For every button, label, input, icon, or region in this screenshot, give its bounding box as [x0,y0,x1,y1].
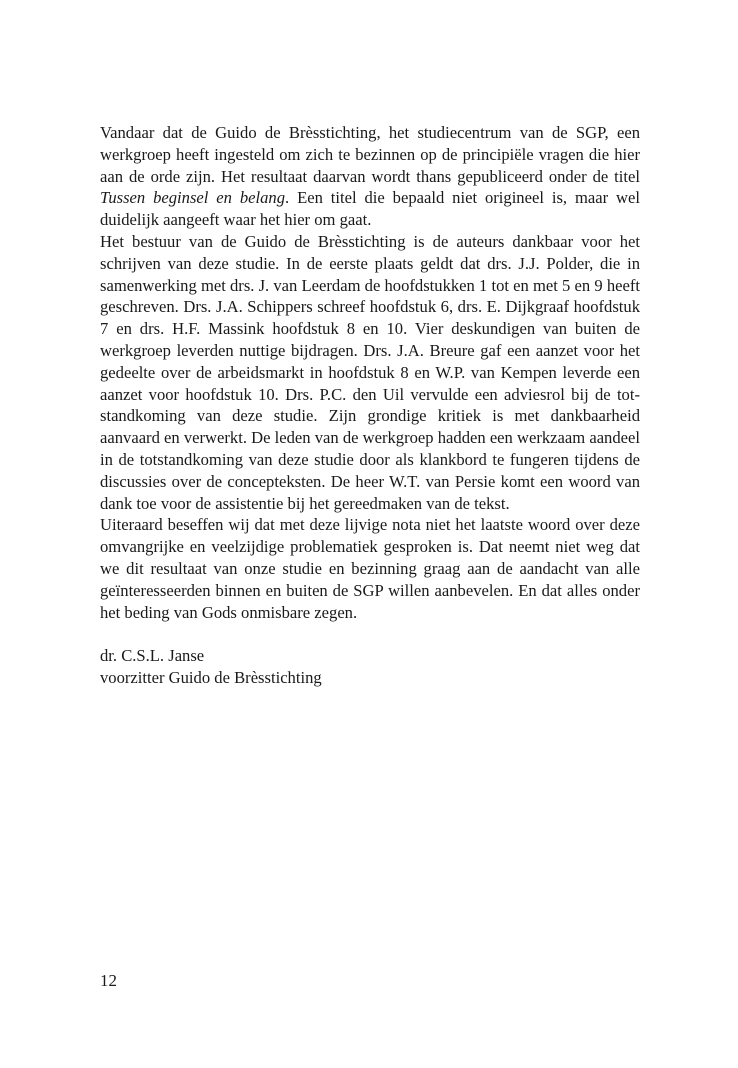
paragraph-2: Het bestuur van de Guido de Brèsstichting is de auteurs dankbaar voor het schrijven van deze studie. In de eerste plaats geldt dat drs. J.J. Polder, die in samenwerking met drs. J. van Leerdam de hoofdstukken 1 tot en met 5 en 9 heeft geschreven. Drs. J.A. Schippers schreef hoofdstuk 6, drs. E. Dijkgraaf hoofdstuk 7 en drs. H.F. Massink hoofdstuk 8 en 10. Vier deskundigen van buiten de werkgroep leverden nuttige bijdragen. Drs. J.A. Breure gaf een aanzet voor het gedeelte over de arbeidsmarkt in hoofdstuk 8 en W.P. van Kempen leverde een aanzet voor hoofdstuk 10. Drs. P.C. den Uil vervulde een adviesrol bij de totstandkoming van deze studie. Zijn grondige kritiek is met dankbaarheid aanvaard en verwerkt. De leden van de werkgroep hadden een werkzaam aandeel in de totstandkoming van deze studie door als klankbord te fungeren tijdens de discussies over de concepteksten. De heer W.T. van Persie komt een woord van dank toe voor de assistentie bij het gereedmaken van de tekst. [100,231,640,513]
paragraph-3: Uiteraard beseffen wij dat met deze lijvige nota niet het laatste woord over deze omvangrijke en veelzijdige problematiek gesproken is. Dat neemt niet weg dat we dit resultaat van onze studie en bezinning graag aan de aandacht van alle geïnteresseerden binnen en buiten de SGP willen aanbevelen. En dat alles onder het beding van Gods onmisbare zegen. [100,515,640,622]
paragraph-1-text-end: . Een titel die bepaald niet origineel is, maar wel duidelijk aangeeft waar het hier om gaat. [100,188,640,230]
paragraph-1-text-start: Vandaar dat de Guido de Brèsstichting, het studiecentrum van de SGP, een werkgroep heeft ingesteld om zich te bezinnen op de principiële vragen die hier aan de orde zijn. Het resultaat daarvan wordt thans gepubliceerd onder de titel [100,123,640,186]
page-number: 12 [100,971,117,990]
signature-block [100,645,640,689]
page-body [100,122,640,689]
paragraph-1 [100,122,640,231]
book-title: Tussen beginsel en belang [100,188,286,208]
signature-name: dr. C.S.L. Janse [100,646,205,666]
signature-role: voorzitter Guido de Brèsstichting [100,668,322,688]
